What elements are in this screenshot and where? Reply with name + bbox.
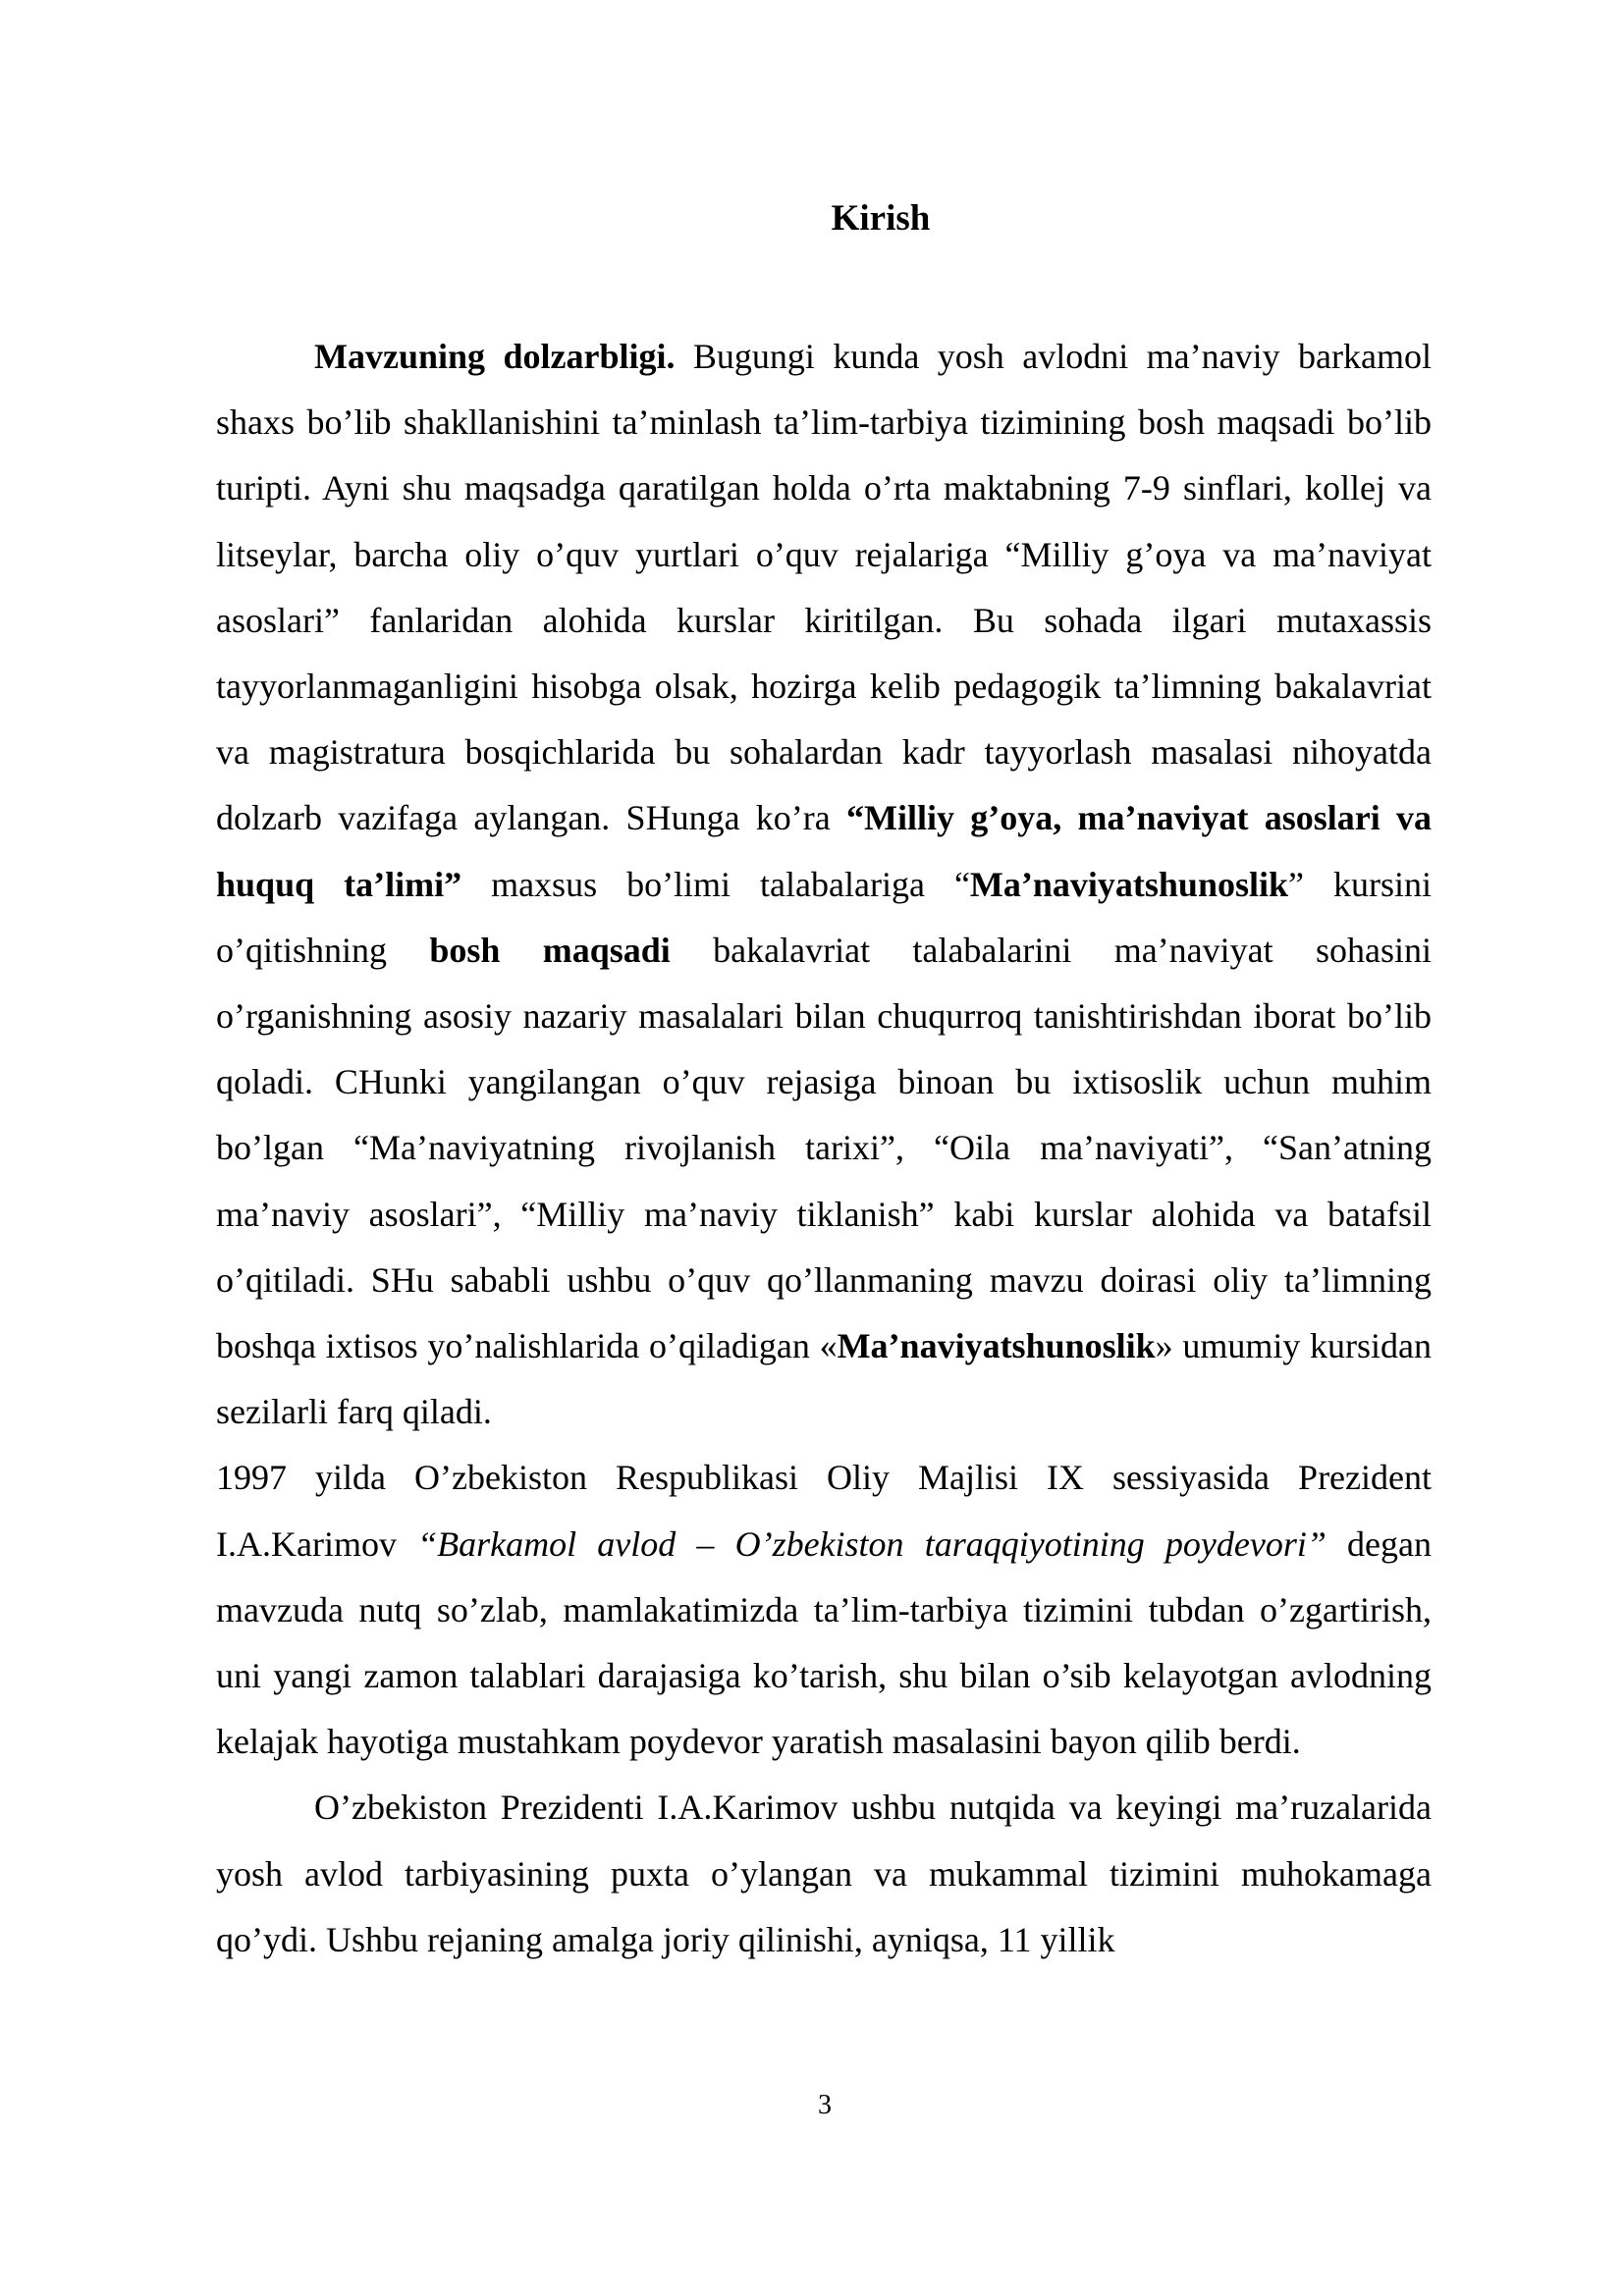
lead-bold-phrase: Mavzuning dolzarbligi. bbox=[314, 337, 676, 376]
bold-phrase: Ma’naviyatshunoslik bbox=[837, 1326, 1156, 1366]
bold-phrase: bosh maqsadi bbox=[429, 930, 671, 970]
italic-phrase: “Barkamol avlod – O’zbekiston taraqqiyotining poydevori” bbox=[417, 1523, 1326, 1564]
section-heading: Kirish bbox=[831, 198, 931, 239]
text-run: Bugungi kunda yosh avlodni ma’naviy barkamol shaxs bo’lib shakllanishini ta’minlash ta’lim-tarbiya tizimining bosh maqsadi bo’lib turipti. Ayni shu maqsadga qaratilgan holda o’rta maktabning 7-9 sinflari, kollej va litseylar, barcha oliy o’quv yurtlari o’quv rejalariga “Milliy g’oya va ma’naviyat asoslari” fanlaridan alohida kurslar kiritilgan. Bu sohada ilgari mutaxassis tayyorlanmaganligini hisobga olsak, hozirga kelib pedagogik ta’limning bakalavriat va magistratura bosqichlarida bu sohalardan kadr tayyorlash masalasi nihoyatda dolzarb vazifaga aylangan. SHunga ko’ra bbox=[216, 337, 1433, 838]
body-text bbox=[216, 324, 1432, 1973]
page-number: 3 bbox=[818, 2090, 832, 2120]
text-run: » umumiy kursidan sezilarli farq qiladi. bbox=[216, 1326, 1432, 1432]
text-run: bakalavriat talabalarini ma’naviyat sohasini o’rganishning asosiy nazariy masalalari bilan chuqurroq tanishtirishdan iborat bo’lib qoladi. CHunki yangilangan o’quv rejasiga binoan bu ixtisoslik uchun muhim bo’lgan “Ma’naviyatning rivojlanish tarixi”, “Oila ma’naviyati”, “San’atning ma’naviy asoslari”, “Milliy ma’naviy tiklanish” kabi kurslar alohida va batafsil o’qitiladi. SHu sababli ushbu o’quv qo’llanmaning mavzu doirasi oliy ta’limning boshqa ixtisos yo’nalishlarida o’qiladigan « bbox=[216, 930, 1432, 1366]
paragraph-1997-session bbox=[216, 1445, 1432, 1775]
bold-phrase: “Milliy g’oya, ma’naviyat asoslari va huquq ta’limi” bbox=[216, 798, 1432, 904]
paragraph-president-speech bbox=[216, 1775, 1432, 1973]
text-run: O’zbekiston Prezidenti I.A.Karimov ushbu nutqida va keyingi ma’ruzalarida yosh avlod tarbiyasining puxta o’ylangan va mukammal tizimini muhokamaga qo’ydi. Ushbu rejaning amalga joriy qilinishi, ayniqsa, 11 yillik bbox=[216, 1788, 1432, 1959]
paragraph-relevance bbox=[216, 324, 1432, 1445]
text-run: 1997 yilda O’zbekiston Respublikasi Oliy Majlisi IX sessiyasida Prezident I.A.Karimov bbox=[216, 1458, 1432, 1564]
text-run: maxsus bo’limi talabalariga “ bbox=[461, 864, 970, 904]
text-run: ” kursini o’qitishning bbox=[216, 864, 1432, 970]
text-run: degan mavzuda nutq so’zlab, mamlakatimizda ta’lim-tarbiya tizimini tubdan o’zgartirish, uni yangi zamon talablari darajasiga ko’tarish, shu bilan o’sib kelayotgan avlodning kelajak hayotiga mustahkam poydevor yaratish masalasini bayon qilib berdi. bbox=[216, 1523, 1432, 1762]
bold-phrase: Ma’naviyatshunoslik bbox=[969, 864, 1289, 904]
